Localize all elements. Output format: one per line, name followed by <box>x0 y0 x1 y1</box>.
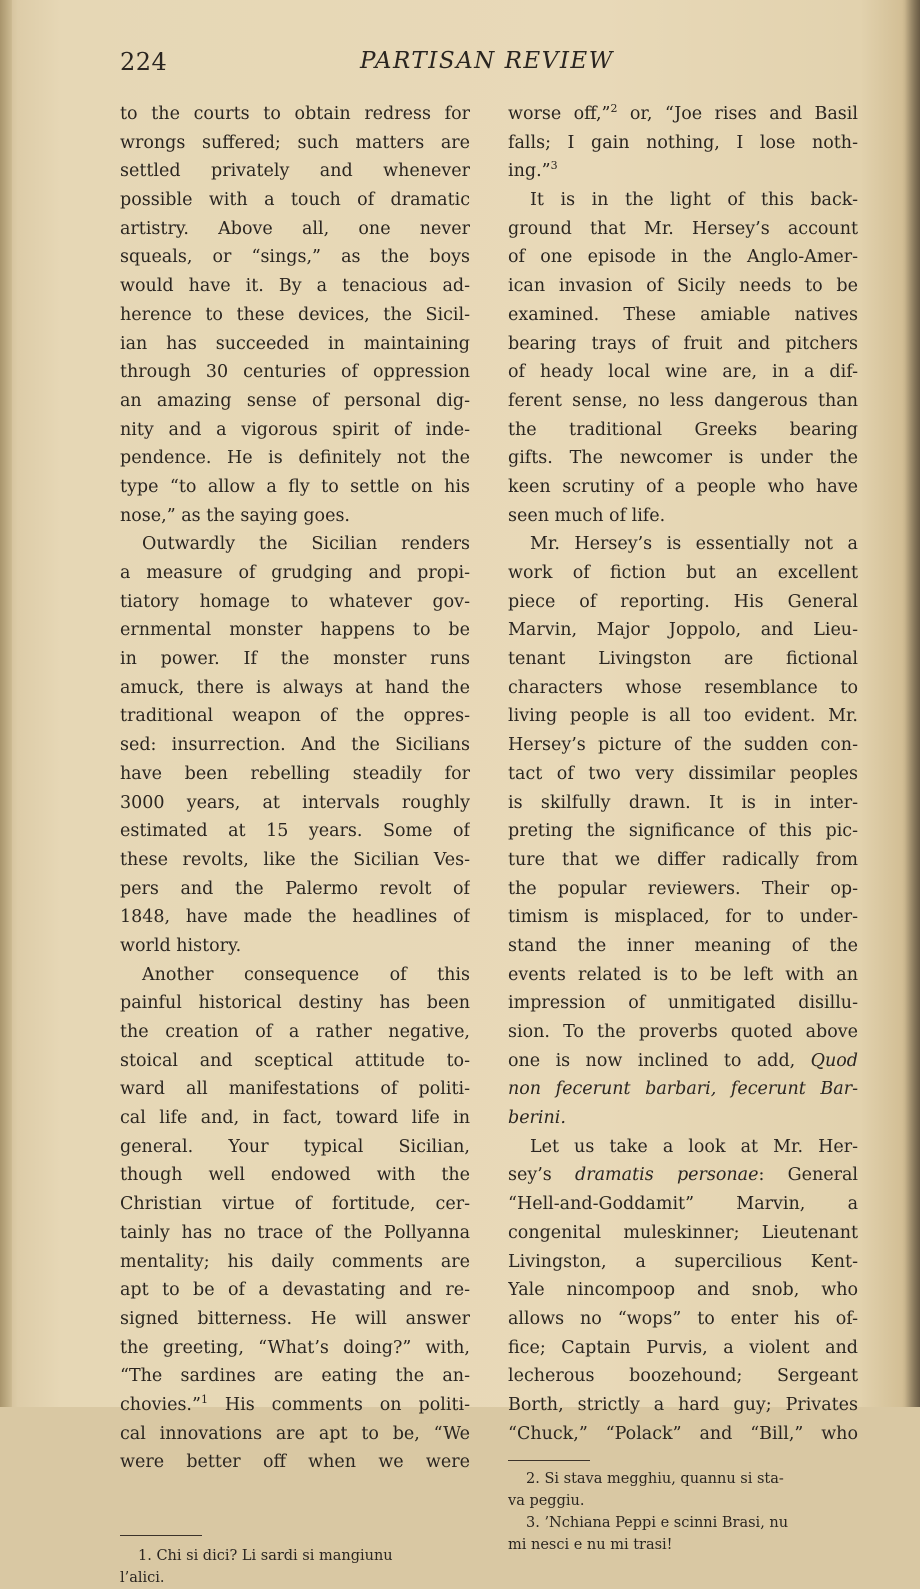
line-text: living people is all too evident. Mr. <box>508 706 858 727</box>
line-text: Borth, strictly a hard guy; Privates <box>508 1394 858 1415</box>
line-text: wrongs suffered; such matters are <box>120 132 470 153</box>
line-text: through 30 centuries of oppression <box>120 362 470 383</box>
line-text: have been rebelling steadily for <box>120 763 470 784</box>
text-line <box>508 1161 858 1190</box>
line-text: ward all manifestations of politi- <box>120 1079 470 1100</box>
text-line <box>120 789 470 818</box>
line-text: tainly has no trace of the Pollyanna <box>120 1222 470 1243</box>
text-line <box>508 645 858 674</box>
line-text: nity and a vigorous spirit of inde- <box>120 419 470 440</box>
text-line <box>508 760 858 789</box>
line-text: falls; I gain nothing, I lose noth- <box>508 132 858 153</box>
text-line <box>120 1305 470 1334</box>
page-number: 224 <box>120 48 168 76</box>
line-text: impression of unmitigated disillu- <box>508 993 858 1014</box>
footnotes-right <box>508 1468 858 1556</box>
line-text: tact of two very dissimilar peoples <box>508 763 858 784</box>
line-text: cal life and, in fact, toward life in <box>120 1108 470 1129</box>
right-column <box>508 100 858 1448</box>
text-line <box>120 1391 470 1420</box>
text-line <box>120 875 470 904</box>
text-line <box>120 1276 470 1305</box>
line-text: : General <box>758 1165 858 1186</box>
text-line <box>120 530 470 559</box>
line-text: would have it. By a tenacious ad- <box>120 276 470 297</box>
line-text: lecherous boozehound; Sergeant <box>508 1366 858 1387</box>
line-text: sey’s <box>508 1165 576 1186</box>
line-text: is skilfully drawn. It is in inter- <box>508 792 858 813</box>
line-text: keen scrutiny of a people who have <box>508 476 858 497</box>
line-text: squeals, or “sings,” as the boys <box>120 247 470 268</box>
footnote-line: 3. ’Nchiana Peppi e scinni Brasi, nu <box>526 1515 789 1531</box>
text-line <box>508 186 858 215</box>
line-text: ernmental monster happens to be <box>120 620 470 641</box>
text-line <box>120 1248 470 1277</box>
line-text: signed bitterness. He will answer <box>120 1308 470 1329</box>
text-line <box>120 243 470 272</box>
line-text: were better off when we were <box>120 1452 470 1473</box>
text-line <box>508 129 858 158</box>
line-text: settled privately and whenever <box>120 161 470 182</box>
text-line <box>508 1305 858 1334</box>
line-text: Christian virtue of fortitude, cer- <box>120 1194 470 1215</box>
footnote-rule-right <box>508 1460 590 1461</box>
text-line <box>120 1104 470 1133</box>
line-text: mentality; his daily comments are <box>120 1251 470 1272</box>
line-text: possible with a touch of dramatic <box>120 190 470 211</box>
text-line <box>120 1334 470 1363</box>
text-line <box>508 530 858 559</box>
left-column <box>120 100 470 1477</box>
line-text: one is now inclined to add, <box>508 1050 811 1071</box>
text-line <box>508 731 858 760</box>
line-text: characters whose resemblance to <box>508 677 858 698</box>
text-line <box>120 1190 470 1219</box>
text-line <box>508 616 858 645</box>
text-line <box>120 1018 470 1047</box>
line-text: type “to allow a fly to settle on his <box>120 476 470 497</box>
text-line <box>120 846 470 875</box>
line-text: a measure of grudging and propi- <box>120 563 470 583</box>
footnote-marker: 1 <box>200 1393 208 1407</box>
text-line <box>120 1161 470 1190</box>
text-line <box>120 1362 470 1391</box>
line-text: 3000 years, at intervals roughly <box>120 792 470 813</box>
text-line <box>120 129 470 158</box>
text-line <box>120 731 470 760</box>
line-text: traditional weapon of the oppres- <box>120 706 470 727</box>
line-text: congenital muleskinner; Lieutenant <box>508 1222 858 1243</box>
text-line <box>508 301 858 330</box>
text-line <box>508 817 858 846</box>
line-text: though well endowed with the <box>120 1165 470 1186</box>
book-spine-shadow <box>0 0 12 1407</box>
line-text: stand the inner meaning of the <box>508 935 858 956</box>
text-line <box>508 1190 858 1219</box>
text-line <box>508 358 858 387</box>
page-edge-shadow <box>902 0 920 1407</box>
text-line <box>508 1133 858 1162</box>
footnote-line: 2. Si stava megghiu, quannu si sta- <box>526 1471 784 1487</box>
text-line <box>120 301 470 330</box>
line-text: stoical and sceptical attitude to- <box>120 1050 470 1071</box>
line-text: allows no “wops” to enter his of- <box>508 1308 858 1329</box>
text-line <box>120 645 470 674</box>
line-text: estimated at 15 years. Some of <box>120 821 470 842</box>
line-text: of one episode in the Anglo-Amer- <box>508 247 858 268</box>
line-text: amuck, there is always at hand the <box>120 677 470 698</box>
text-line <box>508 243 858 272</box>
line-text: the popular reviewers. Their op- <box>508 878 858 899</box>
text-line <box>120 989 470 1018</box>
text-line <box>120 157 470 186</box>
text-line <box>120 215 470 244</box>
text-line <box>508 1018 858 1047</box>
text-line <box>508 903 858 932</box>
line-text: “Hell-and-Goddamit” Marvin, a <box>508 1194 858 1215</box>
line-text: “Chuck,” “Polack” and “Bill,” who <box>508 1423 858 1444</box>
text-line <box>120 100 470 129</box>
text-line <box>508 846 858 875</box>
text-line <box>508 989 858 1018</box>
italic-text: non fecerunt barbari, fecerunt Bar- <box>508 1079 858 1100</box>
text-line <box>120 616 470 645</box>
text-line <box>120 502 470 531</box>
text-line <box>120 1075 470 1104</box>
text-line <box>508 1075 858 1104</box>
line-text: Let us take a look at Mr. Her- <box>530 1136 858 1157</box>
line-text: Mr. Hersey’s is essentially not a <box>530 534 858 555</box>
text-line <box>508 932 858 961</box>
text-line <box>508 272 858 301</box>
text-line <box>120 416 470 445</box>
line-text: pendence. He is definitely not the <box>120 448 470 469</box>
text-line <box>508 473 858 502</box>
text-line <box>120 1219 470 1248</box>
footnote-rule-left <box>120 1535 202 1536</box>
line-text: examined. These amiable natives <box>508 304 858 325</box>
text-line <box>508 416 858 445</box>
text-line <box>120 760 470 789</box>
line-text: tiatory homage to whatever gov- <box>120 591 470 612</box>
line-text: pers and the Palermo revolt of <box>120 878 470 899</box>
page-header <box>120 48 880 82</box>
text-line <box>120 674 470 703</box>
text-line <box>508 1248 858 1277</box>
text-line <box>508 674 858 703</box>
line-text: Outwardly the Sicilian renders <box>142 534 470 555</box>
line-text: these revolts, like the Sicilian Ves- <box>120 849 470 870</box>
text-line <box>508 1047 858 1076</box>
line-text: herence to these devices, the Sicil- <box>120 304 470 325</box>
text-line <box>120 932 470 961</box>
line-text: ground that Mr. Hersey’s account <box>508 218 858 239</box>
line-text: preting the significance of this pic- <box>508 821 858 842</box>
line-text: “The sardines are eating the an- <box>120 1366 470 1387</box>
text-line <box>508 1362 858 1391</box>
line-text: Hersey’s picture of the sudden con- <box>508 735 858 756</box>
text-line <box>120 473 470 502</box>
text-line <box>120 358 470 387</box>
line-text: tenant Livingston are fictional <box>508 649 858 670</box>
line-text: ture that we differ radically from <box>508 849 858 870</box>
text-line <box>508 1420 858 1449</box>
text-line <box>120 702 470 731</box>
line-text: It is in the light of this back- <box>530 190 858 211</box>
text-line <box>508 789 858 818</box>
footnote-line: 1. Chi si dici? Li sardi si mangiunu <box>138 1548 393 1564</box>
line-text: general. Your typical Sicilian, <box>120 1136 470 1157</box>
line-text: artistry. Above all, one never <box>120 218 470 239</box>
line-text: timism is misplaced, for to under- <box>508 907 858 928</box>
line-text: or, “Joe rises and Basil <box>617 104 858 124</box>
text-line <box>120 817 470 846</box>
line-text: work of fiction but an excellent <box>508 563 858 583</box>
line-text: chovies.” <box>120 1394 201 1415</box>
footnote-line: l’alici. <box>120 1570 165 1586</box>
line-text: worse off,” <box>508 104 611 124</box>
running-head: PARTISAN REVIEW <box>360 48 614 74</box>
line-text: of heady local wine are, in a dif- <box>508 362 858 383</box>
text-line <box>120 272 470 301</box>
line-text: fice; Captain Purvis, a violent and <box>508 1337 858 1358</box>
text-line <box>508 387 858 416</box>
line-text: Marvin, Major Joppolo, and Lieu- <box>508 620 858 641</box>
line-text: piece of reporting. His General <box>508 591 858 612</box>
text-line <box>508 875 858 904</box>
line-text: ican invasion of Sicily needs to be <box>508 276 858 297</box>
line-text: Another consequence of this <box>142 964 470 985</box>
text-line <box>120 961 470 990</box>
text-line <box>120 588 470 617</box>
text-line <box>120 1133 470 1162</box>
line-text: the traditional Greeks bearing <box>508 419 858 440</box>
text-line <box>508 1219 858 1248</box>
text-line <box>120 444 470 473</box>
text-line <box>508 1104 858 1133</box>
line-text: painful historical destiny has been <box>120 993 470 1014</box>
text-line <box>508 444 858 473</box>
line-text: gifts. The newcomer is under the <box>508 448 858 469</box>
line-text: sion. To the proverbs quoted above <box>508 1022 858 1042</box>
line-text: ing.” <box>508 161 551 182</box>
text-line <box>508 1391 858 1420</box>
text-line <box>508 702 858 731</box>
text-line <box>120 1420 470 1449</box>
line-text: an amazing sense of personal dig- <box>120 390 470 411</box>
footnotes-left <box>120 1545 470 1589</box>
text-line <box>508 559 858 588</box>
text-line <box>120 387 470 416</box>
text-line <box>508 215 858 244</box>
line-text: bearing trays of fruit and pitchers <box>508 333 858 354</box>
line-text: events related is to be left with an <box>508 964 858 985</box>
text-line <box>508 961 858 990</box>
text-line <box>508 1276 858 1305</box>
text-line <box>120 559 470 588</box>
line-text: in power. If the monster runs <box>120 649 470 670</box>
text-line <box>508 502 858 531</box>
text-line <box>120 903 470 932</box>
line-text: world history. <box>120 935 242 956</box>
text-line <box>508 1334 858 1363</box>
line-text: sed: insurrection. And the Sicilians <box>120 735 470 756</box>
text-line <box>508 588 858 617</box>
footnote-line: va peggiu. <box>508 1493 585 1509</box>
footnote-line: mi nesci e nu mi trasi! <box>508 1537 673 1553</box>
line-text: cal innovations are apt to be, “We <box>120 1423 470 1444</box>
line-text: 1848, have made the headlines of <box>120 907 470 928</box>
line-text: Livingston, a supercilious Kent- <box>508 1251 858 1272</box>
text-line <box>120 1047 470 1076</box>
text-line <box>508 330 858 359</box>
line-text: the creation of a rather negative, <box>120 1022 470 1042</box>
italic-text: berini. <box>508 1108 566 1129</box>
line-text: His comments on politi- <box>207 1394 470 1415</box>
line-text: seen much of life. <box>508 505 666 526</box>
line-text: nose,” as the saying goes. <box>120 505 350 526</box>
line-text: ferent sense, no less dangerous than <box>508 390 858 411</box>
text-line <box>120 1448 470 1477</box>
italic-text: Quod <box>810 1050 858 1071</box>
text-line <box>508 100 858 129</box>
text-line <box>120 330 470 359</box>
line-text: apt to be of a devastating and re- <box>120 1280 470 1301</box>
italic-text: dramatis personae <box>575 1165 759 1186</box>
line-text: ian has succeeded in maintaining <box>120 333 470 354</box>
footnote-marker: 3 <box>550 159 558 173</box>
line-text: the greeting, “What’s doing?” with, <box>120 1337 470 1358</box>
line-text: Yale nincompoop and snob, who <box>508 1280 858 1301</box>
text-line <box>120 186 470 215</box>
text-line <box>508 157 858 186</box>
line-text: to the courts to obtain redress for <box>120 104 470 124</box>
footnote-marker: 2 <box>610 102 618 116</box>
